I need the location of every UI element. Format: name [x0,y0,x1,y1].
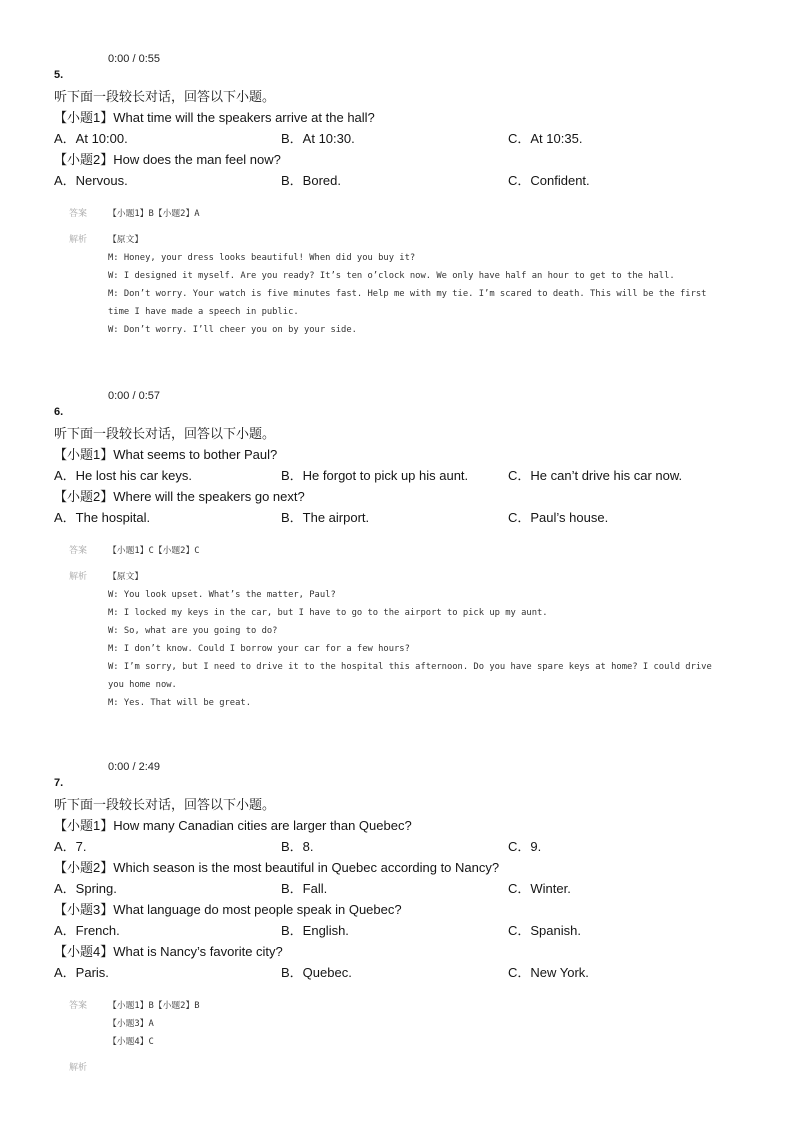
option-c: C．Spanish. [508,922,581,938]
question-stem: 【小题2】How does the man feel now? [54,151,281,167]
answer-content [108,997,200,1051]
analysis-label: 解析 [69,234,88,245]
transcript-line: W: So, what are you going to do? [108,625,278,636]
option-a: A．7. [54,838,87,854]
option-a: A．French. [54,922,120,938]
analysis-heading: 【原文】 [108,571,144,582]
question-stem: 【小题4】What is Nancy’s favorite city? [54,943,283,959]
answer-content [108,542,200,560]
analysis-label: 解析 [69,571,88,582]
transcript-line: M: Honey, your dress looks beautiful! When did you buy it? [108,252,416,263]
answer-line: 【小题4】C [108,1036,154,1047]
options-row [54,836,754,857]
option-c: C．At 10:35. [508,130,583,146]
audio-time: 0:00 / 2:49 [108,761,160,773]
options-row [54,507,754,528]
answer-row [0,997,794,1051]
option-a: A．Spring. [54,880,117,896]
question-stem: 【小题2】Where will the speakers go next? [54,488,305,504]
instruction: 听下面一段较长对话，回答以下小题。 [54,796,276,812]
option-a: A．At 10:00. [54,130,128,146]
answer-line: 【小题1】C【小题2】C [108,545,200,556]
option-b: B．Bored. [281,172,341,188]
analysis-row [0,568,794,712]
option-a: A．Nervous. [54,172,128,188]
question-number: 6. [54,406,64,418]
options-row [54,465,754,486]
option-c: C．Confident. [508,172,590,188]
answer-line: 【小题1】B【小题2】A [108,208,200,219]
answer-content [108,205,200,223]
option-b: B．He forgot to pick up his aunt. [281,467,469,483]
options-row [54,128,754,149]
option-c: C．9. [508,838,542,854]
section-5 [0,51,794,339]
question-stem: 【小题1】How many Canadian cities are larger than Quebec? [54,817,412,833]
option-a: A．The hospital. [54,509,151,525]
analysis-label: 解析 [69,1062,88,1073]
option-c: C．He can’t drive his car now. [508,467,683,483]
option-b: B．Fall. [281,880,328,896]
analysis-row [0,231,794,339]
analysis-content [108,231,706,339]
question-block [54,423,754,528]
question-block [54,794,754,983]
audio-time: 0:00 / 0:57 [108,390,160,402]
options-row [54,878,754,899]
question-stem: 【小题2】Which season is the most beautiful in Quebec according to Nancy? [54,859,500,875]
options-row [54,920,754,941]
answer-line: 【小题3】A [108,1018,154,1029]
transcript-line: you home now. [108,679,177,690]
options-row [54,170,754,191]
instruction: 听下面一段较长对话，回答以下小题。 [54,88,276,104]
option-b: B．English. [281,922,349,938]
question-number: 5. [54,69,64,81]
option-c: C．Winter. [508,880,571,896]
transcript-line: W: I’m sorry, but I need to drive it to the hospital this afternoon. Do you have spare keys at home? I could drive [108,661,712,672]
answer-row [0,542,794,560]
instruction: 听下面一段较长对话，回答以下小题。 [54,425,276,441]
option-b: B．8. [281,838,314,854]
answer-line: 【小题1】B【小题2】B [108,1000,200,1011]
transcript-line: time I have made a speech in public. [108,306,299,317]
option-b: B．The airport. [281,509,370,525]
answer-label: 答案 [69,208,88,219]
option-a: A．He lost his car keys. [54,467,192,483]
audio-time: 0:00 / 0:55 [108,53,160,65]
transcript-line: W: You look upset. What’s the matter, Paul? [108,589,336,600]
transcript-line: M: Yes. That will be great. [108,697,251,708]
transcript-line: W: I designed it myself. Are you ready? It’s ten o’clock now. We only have half an hour to get to the hall. [108,270,675,281]
analysis-heading: 【原文】 [108,234,144,245]
answer-row [0,205,794,223]
question-stem: 【小题3】What language do most people speak in Quebec? [54,901,402,917]
answer-label: 答案 [69,545,88,556]
question-block [54,86,754,191]
transcript-line: W: Don’t worry. I’ll cheer you on by your side. [108,324,357,335]
option-b: B．Quebec. [281,964,352,980]
option-b: B．At 10:30. [281,130,355,146]
transcript-line: M: I don’t know. Could I borrow your car for a few hours? [108,643,410,654]
section-7 [0,759,794,1077]
question-stem: 【小题1】What time will the speakers arrive at the hall? [54,109,375,125]
question-number: 7. [54,777,64,789]
answer-label: 答案 [69,1000,88,1011]
transcript-line: M: I locked my keys in the car, but I have to go to the airport to pick up my aunt. [108,607,548,618]
section-6 [0,388,794,712]
options-row [54,962,754,983]
analysis-row [0,1059,794,1077]
option-c: C．Paul’s house. [508,509,609,525]
option-a: A．Paris. [54,964,109,980]
question-stem: 【小题1】What seems to bother Paul? [54,446,278,462]
transcript-line: M: Don’t worry. Your watch is five minutes fast. Help me with my tie. I’m scared to death. This will be the first [108,288,707,299]
option-c: C．New York. [508,964,589,980]
analysis-content [108,568,712,712]
